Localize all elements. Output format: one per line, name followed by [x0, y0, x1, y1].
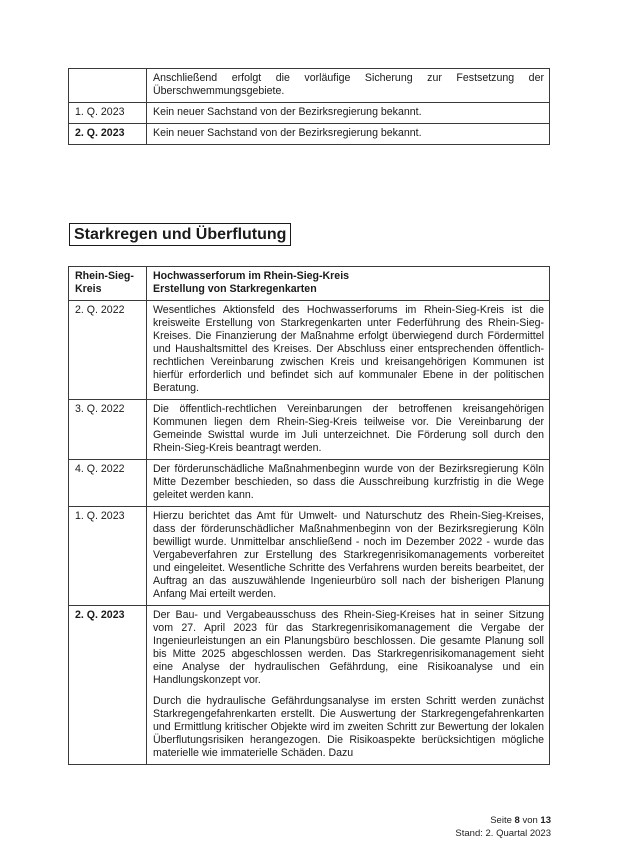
page-prefix: Seite [490, 815, 515, 826]
status-paragraph: Der förderunschädliche Maßnahmenbeginn wurde von der Bezirksregierung Köln Mitte Dezember beschieden, so dass die Ausschreibung kurzfristig in die Wege geleitet werden kann. [153, 463, 544, 501]
section-heading: Starkregen und Überflutung [69, 223, 291, 246]
status-paragraph: Die öffentlich-rechtlichen Vereinbarungen der betroffenen kreisangehörigen Kommunen liegen dem Rhein-Sieg-Kreis teilweise vor. Die Vereinbarung der Gemeinde Swisttal wurde im Juli unterzeichnet. Die Förderung soll durch den Rhein-Sieg-Kreis beantragt werden. [153, 403, 544, 454]
page-separator: von [519, 815, 541, 826]
table-row [69, 69, 550, 103]
flood-zone-status-table [68, 68, 550, 145]
district-header-line: Kreis [75, 283, 102, 295]
topic-subtitle: Erstellung von Starkregenkarten [153, 283, 317, 295]
quarter-cell: 2. Q. 2023 [69, 606, 147, 765]
quarter-cell: 4. Q. 2022 [69, 460, 147, 507]
status-paragraph: Wesentliches Aktionsfeld des Hochwasserforums im Rhein-Sieg-Kreis ist die kreisweite Erstellung von Starkregenkarten unter Federführung des Rhein-Sieg-Kreises. Die Finanzierung der Maßnahme erfolgt überwiegend durch Fördermittel und Haushaltsmittel des Kreises. Der Abschluss einer entsprechenden öffentlich-rechtlichen Vereinbarung zwischen Kreis und kreisangehörigen Kommunen ist hierfür erforderlich und befindet sich auf kommunaler Ebene in der politischen Beratung. [153, 304, 544, 394]
status-cell [147, 301, 550, 400]
status-cell: Kein neuer Sachstand von der Bezirksregierung bekannt. [147, 103, 550, 124]
status-cell: Kein neuer Sachstand von der Bezirksregierung bekannt. [147, 124, 550, 145]
quarter-cell: 1. Q. 2023 [69, 103, 147, 124]
quarter-cell [69, 69, 147, 103]
topic-title: Hochwasserforum im Rhein-Sieg-Kreis [153, 270, 350, 282]
status-cell [147, 507, 550, 606]
status-cell [147, 400, 550, 460]
status-paragraph: Der Bau- und Vergabeausschuss des Rhein-Sieg-Kreises hat in seiner Sitzung vom 27. April 2023 für das Starkregenrisikomanagement die Vergabe der Ingenieurleistungen an ein Planungsbüro beschlossen. Die gesamte Planung soll bis Mitte 2025 abgeschlossen werden. Das Starkregenrisikomanagement sieht eine Analyse der hydraulischen Gefährdung, eine Risikoanalyse und ein Handlungskonzept vor. [153, 609, 544, 686]
status-paragraph: Hierzu berichtet das Amt für Umwelt- und Naturschutz des Rhein-Sieg-Kreises, dass der förderunschädlicher Maßnahmenbeginn von der Bezirksregierung Köln bewilligt wurde. Unmittelbar anschließend - noch im Dezember 2022 - wurde das Vergabeverfahren zur Erstellung des Starkregenrisikomanagements vorbereitet und eingeleitet. Wesentliche Schritte des Verfahrens wurden bereits bearbeitet, der Auftrag an das auszuwählende Ingenieurbüro soll nach der bisherigen Planung Anfang Mai erteilt werden. [153, 510, 544, 600]
quarter-cell: 3. Q. 2022 [69, 400, 147, 460]
table-row [69, 507, 550, 606]
quarter-cell: 2. Q. 2023 [69, 124, 147, 145]
table-row [69, 606, 550, 765]
document-status-date: Stand: 2. Quartal 2023 [455, 828, 551, 839]
page-footer [455, 814, 551, 840]
district-header-cell [69, 267, 147, 301]
table-row [69, 400, 550, 460]
topic-header-cell [147, 267, 550, 301]
table-row [69, 103, 550, 124]
quarter-cell: 1. Q. 2023 [69, 507, 147, 606]
table-row [69, 460, 550, 507]
current-page: 8 [514, 815, 520, 826]
total-pages: 13 [540, 815, 551, 826]
status-cell [147, 460, 550, 507]
status-cell [147, 606, 550, 765]
status-cell: Anschließend erfolgt die vorläufige Sicherung zur Festsetzung der Überschwemmungsgebiete. [147, 69, 550, 103]
page-number [455, 814, 551, 827]
table-row [69, 301, 550, 400]
table-header-row [69, 267, 550, 301]
quarter-cell: 2. Q. 2022 [69, 301, 147, 400]
status-paragraph: Durch die hydraulische Gefährdungsanalyse im ersten Schritt werden zunächst Starkregengefahrenkarten erstellt. Die Auswertung der Starkregengefahrenkarten und Ermittlung kritischer Objekte wird im zweiten Schritt zur Bewertung der lokalen Überflutungsrisiken herangezogen. Die Risikoaspekte berücksichtigen mögliche materielle wie immaterielle Schäden. Dazu [153, 695, 544, 759]
district-header-line: Rhein-Sieg- [75, 270, 134, 282]
table-row [69, 124, 550, 145]
heavy-rain-table [68, 266, 550, 765]
